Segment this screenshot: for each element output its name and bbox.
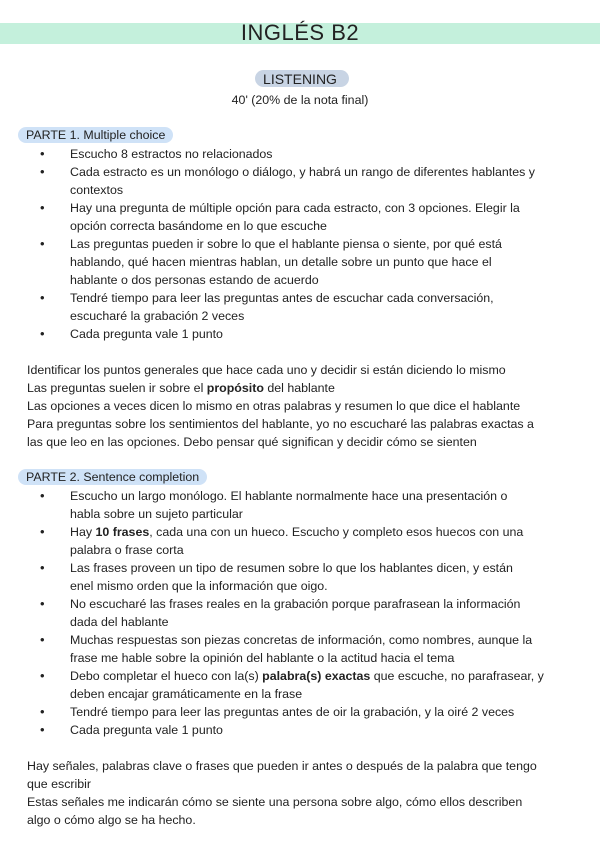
section-subtitle: 40' (20% de la nota final)	[231, 93, 369, 107]
list-item: • Debo completar el hueco con la(s) palabra(s) exactas que escuche, no parafrasear, y deben encajar gramáticamente en la frase	[0, 667, 600, 703]
list-item: • Escucho 8 estractos no relacionados	[0, 145, 600, 163]
part1-notes: Identificar los puntos generales que hace cada uno y decidir si están diciendo lo mismo Las preguntas suelen ir sobre el propósito del hablante Las opciones a veces dicen lo mismo en otras palabras y resumen lo que dice el hablante Para preguntas sobre los sentimientos del hablante, yo no escucharé las palabras exactas a las que leo en las opciones. Debo pensar qué significan y decidir cómo se sienten	[27, 363, 534, 449]
list-item: • Las frases proveen un tipo de resumen sobre lo que los hablantes dicen, y están enel mismo orden que la información que oigo.	[0, 559, 600, 595]
page-title: INGLÉS B2	[240, 20, 360, 45]
list-item: • Muchas respuestas son piezas concretas de información, como nombres, aunque la frase me hable sobre la opinión del hablante o la actitud hacia el tema	[0, 631, 600, 667]
list-item: • Hay 10 frases, cada una con un hueco. Escucho y completo esos huecos con una palabra o frase corta	[0, 523, 600, 559]
section-title: LISTENING	[263, 71, 337, 87]
part2-label: PARTE 2. Sentence completion	[18, 469, 207, 485]
list-item: • Las preguntas pueden ir sobre lo que el hablante piensa o siente, por qué está hablando, qué hacen mientras hablan, un detalle sobre un punto que hace el hablante o dos personas estando de acuerdo	[0, 235, 600, 289]
part2-notes: Hay señales, palabras clave o frases que pueden ir antes o después de la palabra que tengo que escribir Estas señales me indicarán cómo se siente una persona sobre algo, cómo ellos describen algo o cómo algo se ha hecho.	[27, 759, 537, 827]
list-item: • Cada estracto es un monólogo o diálogo, y habrá un rango de diferentes hablantes y contextos	[0, 163, 600, 199]
part2-bullet-list	[0, 487, 600, 739]
part1-bullet-list	[0, 145, 600, 343]
list-item: • Hay una pregunta de múltiple opción para cada estracto, con 3 opciones. Elegir la opción correcta basándome en lo que escuche	[0, 199, 600, 235]
list-item: • Tendré tiempo para leer las preguntas antes de oir la grabación, y la oiré 2 veces	[0, 703, 600, 721]
list-item: • Tendré tiempo para leer las preguntas antes de escuchar cada conversación, escucharé la grabación 2 veces	[0, 289, 600, 325]
list-item: • No escucharé las frases reales en la grabación porque parafrasean la información dada del hablante	[0, 595, 600, 631]
list-item: • Cada pregunta vale 1 punto	[0, 325, 600, 343]
list-item: • Cada pregunta vale 1 punto	[0, 721, 600, 739]
list-item: • Escucho un largo monólogo. El hablante normalmente hace una presentación o habla sobre un sujeto particular	[0, 487, 600, 523]
part1-label: PARTE 1. Multiple choice	[18, 127, 173, 143]
